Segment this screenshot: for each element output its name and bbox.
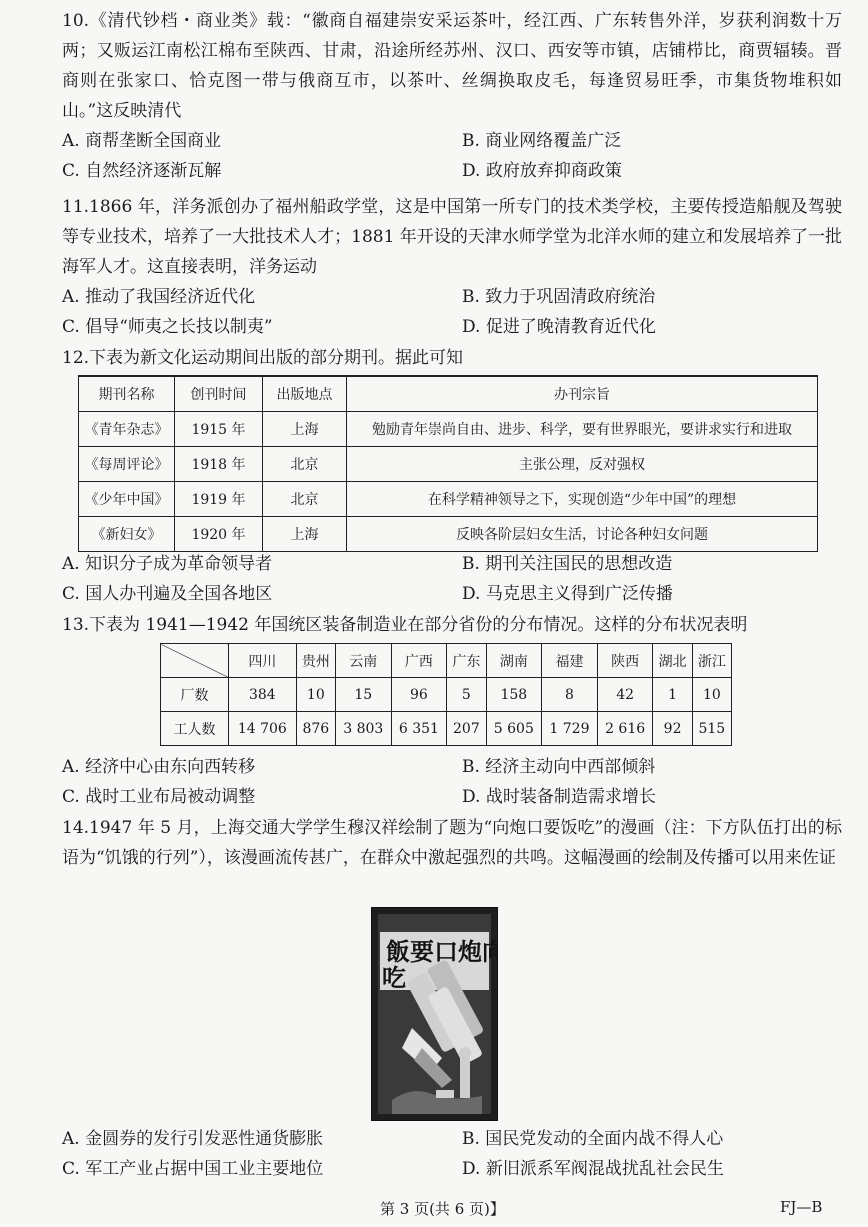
question-stem: 13.下表为 1941—1942 年国统区装备制造业在部分省份的分布情况。这样的分布状况表明 bbox=[62, 615, 748, 635]
option-a[interactable]: A. 金圆券的发行引发恶性通货膨胀 bbox=[62, 1129, 324, 1149]
province-header: 福建 bbox=[542, 644, 598, 678]
options bbox=[62, 126, 842, 186]
option-a[interactable]: A. 商帮垄断全国商业 bbox=[62, 131, 222, 151]
table-cell: 上海 bbox=[263, 412, 347, 447]
header-cell: 期刊名称 bbox=[79, 376, 175, 412]
option-d[interactable]: D. 新旧派系军阀混战扰乱社会民生 bbox=[462, 1159, 724, 1179]
cartoon-drawing bbox=[372, 908, 497, 1120]
table-header-row bbox=[161, 644, 732, 678]
table-cell: 5 bbox=[447, 678, 486, 712]
table-cell: 5 605 bbox=[486, 712, 542, 746]
option-b[interactable]: B. 商业网络覆盖广泛 bbox=[462, 131, 622, 151]
table-cell: 515 bbox=[692, 712, 731, 746]
table-cell: 北京 bbox=[263, 447, 347, 482]
table-cell: 1918 年 bbox=[175, 447, 263, 482]
periodicals-table bbox=[78, 375, 818, 552]
cartoon-image bbox=[371, 907, 498, 1121]
table-cell: 1919 年 bbox=[175, 482, 263, 517]
table-cell: 92 bbox=[653, 712, 692, 746]
province-header: 陕西 bbox=[597, 644, 653, 678]
table-row bbox=[161, 678, 732, 712]
question-14-stem bbox=[62, 813, 842, 873]
question-11 bbox=[62, 192, 842, 342]
province-header: 四川 bbox=[229, 644, 297, 678]
diagonal-corner-cell bbox=[161, 644, 229, 678]
option-a[interactable]: A. 经济中心由东向西转移 bbox=[62, 757, 256, 777]
table-row bbox=[79, 482, 818, 517]
options bbox=[62, 549, 842, 609]
table-cell: 8 bbox=[542, 678, 598, 712]
table-cell: 10 bbox=[296, 678, 335, 712]
table-cell: 207 bbox=[447, 712, 486, 746]
question-stem: 10.《清代钞档・商业类》载：“徽商自福建崇安采运茶叶，经江西、广东转售外洋，岁获利润数十万两；又贩运江南松江棉布至陕西、甘肃，沿途所经苏州、汉口、西安等市镇，店铺栉比，商贾辐辏。晋商则在张家口、恰克图一带与俄商互市，以茶叶、丝绸换取皮毛，每逢贸易旺季，市集货物堆积如山。”这反映清代 bbox=[62, 11, 842, 121]
table-cell: 876 bbox=[296, 712, 335, 746]
table-cell: 《青年杂志》 bbox=[79, 412, 175, 447]
header-cell: 创刊时间 bbox=[175, 376, 263, 412]
question-13-options bbox=[62, 752, 842, 812]
table-header-row bbox=[79, 376, 818, 412]
option-b[interactable]: B. 期刊关注国民的思想改造 bbox=[462, 554, 673, 574]
question-10 bbox=[62, 6, 842, 186]
table-row bbox=[79, 447, 818, 482]
table-cell: 2 616 bbox=[597, 712, 653, 746]
table-cell: 1 729 bbox=[542, 712, 598, 746]
option-b[interactable]: B. 致力于巩固清政府统治 bbox=[462, 287, 656, 307]
table-cell: 10 bbox=[692, 678, 731, 712]
option-d[interactable]: D. 马克思主义得到广泛传播 bbox=[462, 584, 673, 604]
table-cell: 《每周评论》 bbox=[79, 447, 175, 482]
option-a[interactable]: A. 推动了我国经济近代化 bbox=[62, 287, 256, 307]
table-cell: 反映各阶层妇女生活，讨论各种妇女问题 bbox=[347, 517, 818, 552]
province-header: 湖南 bbox=[486, 644, 542, 678]
options bbox=[62, 282, 842, 342]
table-cell: 96 bbox=[391, 678, 447, 712]
cartoon-title-glyph: 吃 bbox=[382, 963, 406, 992]
option-d[interactable]: D. 政府放弃抑商政策 bbox=[462, 161, 622, 181]
table-row bbox=[79, 412, 818, 447]
province-header: 广东 bbox=[447, 644, 486, 678]
options bbox=[62, 752, 842, 812]
manufacturing-table bbox=[160, 643, 732, 746]
table-cell: 《少年中国》 bbox=[79, 482, 175, 517]
table-cell: 1920 年 bbox=[175, 517, 263, 552]
table-cell: 15 bbox=[335, 678, 391, 712]
question-stem: 11.1866 年，洋务派创办了福州船政学堂，这是中国第一所专门的技术类学校，主要传授造船舰及驾驶等专业技术，培养了一大批技术人才；1881 年开设的天津水师学堂为北洋水师的建立和发展培养了一批海军人才。这直接表明，洋务运动 bbox=[62, 197, 842, 277]
table-cell: 14 706 bbox=[229, 712, 297, 746]
table-row bbox=[79, 517, 818, 552]
question-stem: 12.下表为新文化运动期间出版的部分期刊。据此可知 bbox=[62, 348, 464, 368]
province-header: 贵州 bbox=[296, 644, 335, 678]
table-cell: 384 bbox=[229, 678, 297, 712]
cartoon-title-glyph: 飯要口炮向 bbox=[386, 937, 497, 966]
table-cell: 主张公理，反对强权 bbox=[347, 447, 818, 482]
option-c[interactable]: C. 倡导“师夷之长技以制夷” bbox=[62, 317, 273, 337]
table-cell: 42 bbox=[597, 678, 653, 712]
question-13-stem bbox=[62, 610, 842, 640]
page-number: 第 3 页(共 6 页)】 bbox=[380, 1200, 505, 1218]
question-12-stem bbox=[62, 343, 842, 373]
option-d[interactable]: D. 战时装备制造需求增长 bbox=[462, 787, 656, 807]
header-cell: 办刊宗旨 bbox=[347, 376, 818, 412]
option-b[interactable]: B. 国民党发动的全面内战不得人心 bbox=[462, 1129, 724, 1149]
table-cell: 1915 年 bbox=[175, 412, 263, 447]
row-label: 工人数 bbox=[161, 712, 229, 746]
option-c[interactable]: C. 国人办刊遍及全国各地区 bbox=[62, 584, 273, 604]
question-14-options bbox=[62, 1124, 842, 1184]
table-cell: 在科学精神领导之下，实现创造“少年中国”的理想 bbox=[347, 482, 818, 517]
table-cell: 上海 bbox=[263, 517, 347, 552]
question-12-options bbox=[62, 549, 842, 609]
option-b[interactable]: B. 经济主动向中西部倾斜 bbox=[462, 757, 656, 777]
option-a[interactable]: A. 知识分子成为革命领导者 bbox=[62, 554, 273, 574]
paper-code: FJ—B bbox=[780, 1198, 823, 1216]
table-row bbox=[161, 712, 732, 746]
option-c[interactable]: C. 军工产业占据中国工业主要地位 bbox=[62, 1159, 324, 1179]
table-cell: 《新妇女》 bbox=[79, 517, 175, 552]
province-header: 广西 bbox=[391, 644, 447, 678]
options bbox=[62, 1124, 842, 1184]
table-cell: 1 bbox=[653, 678, 692, 712]
question-stem: 14.1947 年 5 月，上海交通大学学生穆汉祥绘制了题为“向炮口要饭吃”的漫画（注：下方队伍打出的标语为“饥饿的行列”），该漫画流传甚广，在群众中激起强烈的共鸣。这幅漫画的绘制及传播可以用来佐证 bbox=[62, 818, 842, 868]
table-cell: 勉励青年崇尚自由、进步、科学，要有世界眼光，要讲求实行和进取 bbox=[347, 412, 818, 447]
table-cell: 6 351 bbox=[391, 712, 447, 746]
province-header: 浙江 bbox=[692, 644, 731, 678]
option-c[interactable]: C. 战时工业布局被动调整 bbox=[62, 787, 256, 807]
province-header: 湖北 bbox=[653, 644, 692, 678]
table-cell: 北京 bbox=[263, 482, 347, 517]
option-d[interactable]: D. 促进了晚清教育近代化 bbox=[462, 317, 656, 337]
option-c[interactable]: C. 自然经济逐渐瓦解 bbox=[62, 161, 222, 181]
header-cell: 出版地点 bbox=[263, 376, 347, 412]
table-cell: 158 bbox=[486, 678, 542, 712]
province-header: 云南 bbox=[335, 644, 391, 678]
row-label: 厂数 bbox=[161, 678, 229, 712]
table-cell: 3 803 bbox=[335, 712, 391, 746]
